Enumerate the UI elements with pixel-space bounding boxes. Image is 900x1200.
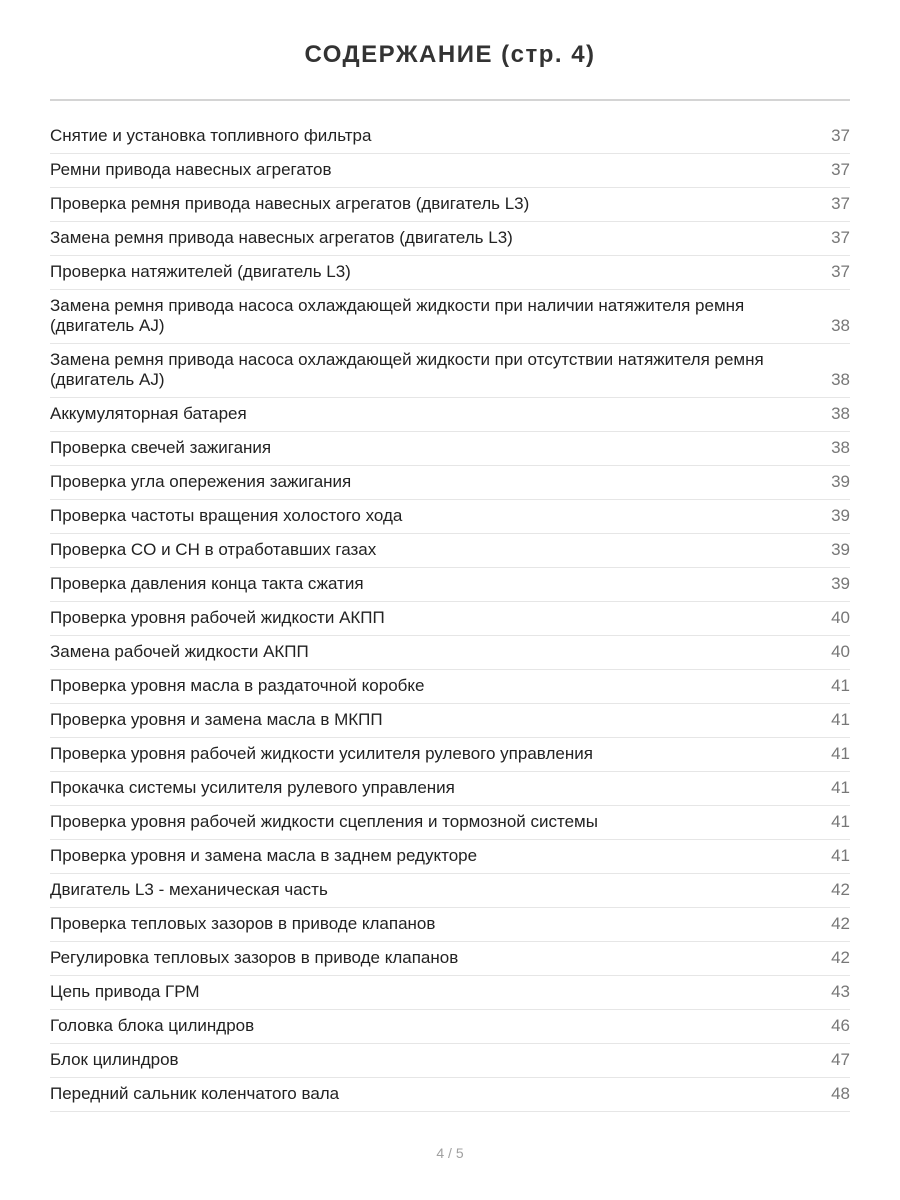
toc-entry[interactable] (50, 534, 850, 568)
toc-entry[interactable] (50, 256, 850, 290)
toc-entry[interactable] (50, 772, 850, 806)
toc-entry-page: 38 (831, 438, 850, 457)
toc-entry-label: Регулировка тепловых зазоров в приводе клапанов (50, 948, 459, 967)
toc-entry-label: Замена ремня привода насоса охлаждающей жидкости при отсутствии натяжителя ремня (двигатель AJ) (50, 350, 764, 389)
toc-entry[interactable] (50, 398, 850, 432)
toc-entry-page: 38 (831, 316, 850, 335)
toc-entry-label: Ремни привода навесных агрегатов (50, 160, 332, 179)
toc-entry-page: 39 (831, 472, 850, 491)
toc-entry-label: Прокачка системы усилителя рулевого управления (50, 778, 455, 797)
toc-entry-label: Проверка угла опережения зажигания (50, 472, 352, 491)
toc-entry-page: 42 (831, 880, 850, 899)
toc-entry-page: 46 (831, 1016, 850, 1035)
toc-entry-label: Проверка свечей зажигания (50, 438, 272, 457)
toc-entry-label: Проверка уровня рабочей жидкости сцепления и тормозной системы (50, 812, 598, 831)
toc-entry-label: Головка блока цилиндров (50, 1016, 255, 1035)
toc-entry-page: 41 (831, 778, 850, 797)
toc-entry-page: 37 (831, 126, 850, 145)
toc-entry[interactable] (50, 738, 850, 772)
toc-entry-label: Проверка CO и CH в отработавших газах (50, 540, 377, 559)
toc-entry[interactable] (50, 670, 850, 704)
toc-entry-label: Двигатель L3 - механическая часть (50, 880, 328, 899)
toc-entry[interactable] (50, 1044, 850, 1078)
toc-entry-label: Проверка уровня и замена масла в МКПП (50, 710, 383, 729)
toc-entry[interactable] (50, 874, 850, 908)
toc-entry-label: Проверка частоты вращения холостого хода (50, 506, 403, 525)
toc-entry-page: 42 (831, 948, 850, 967)
toc-entry-label: Проверка уровня и замена масла в заднем редукторе (50, 846, 478, 865)
toc-entry-label: Проверка уровня масла в раздаточной коробке (50, 676, 425, 695)
toc-entry-label: Аккумуляторная батарея (50, 404, 247, 423)
toc-entry-label: Проверка уровня рабочей жидкости АКПП (50, 608, 385, 627)
toc-entry[interactable] (50, 1078, 850, 1112)
toc-entry-label: Блок цилиндров (50, 1050, 179, 1069)
toc-entry-page: 41 (831, 710, 850, 729)
toc-entry-page: 39 (831, 540, 850, 559)
toc-entry[interactable] (50, 908, 850, 942)
toc-entry-label: Передний сальник коленчатого вала (50, 1084, 340, 1103)
toc-entry-label: Замена ремня привода навесных агрегатов (двигатель L3) (50, 228, 513, 247)
toc-entry[interactable] (50, 432, 850, 466)
toc-entry-label: Замена ремня привода насоса охлаждающей жидкости при наличии натяжителя ремня (двигатель AJ) (50, 296, 745, 335)
toc-entry-label: Проверка уровня рабочей жидкости усилителя рулевого управления (50, 744, 593, 763)
toc-entry-page: 40 (831, 642, 850, 661)
page-indicator: 4 / 5 (436, 1145, 464, 1161)
toc-entry[interactable] (50, 120, 850, 154)
table-of-contents (50, 120, 850, 1112)
toc-entry-page: 38 (831, 370, 850, 389)
toc-entry-page: 37 (831, 228, 850, 247)
toc-entry[interactable] (50, 568, 850, 602)
toc-entry-page: 41 (831, 812, 850, 831)
toc-entry-label: Проверка давления конца такта сжатия (50, 574, 364, 593)
toc-entry[interactable] (50, 806, 850, 840)
toc-entry-label: Проверка тепловых зазоров в приводе клапанов (50, 914, 436, 933)
title-divider (50, 99, 850, 101)
toc-entry-label: Цепь привода ГРМ (50, 982, 200, 1001)
toc-entry-page: 37 (831, 194, 850, 213)
toc-entry-label: Проверка натяжителей (двигатель L3) (50, 262, 351, 281)
toc-entry[interactable] (50, 602, 850, 636)
toc-entry-page: 43 (831, 982, 850, 1001)
toc-entry-page: 47 (831, 1050, 850, 1069)
toc-entry[interactable] (50, 704, 850, 738)
toc-entry-page: 37 (831, 160, 850, 179)
toc-entry[interactable] (50, 466, 850, 500)
toc-entry-page: 48 (831, 1084, 850, 1103)
toc-entry-label: Проверка ремня привода навесных агрегатов (двигатель L3) (50, 194, 530, 213)
toc-entry[interactable] (50, 154, 850, 188)
toc-entry[interactable] (50, 840, 850, 874)
toc-entry-page: 41 (831, 676, 850, 695)
toc-entry[interactable] (50, 344, 850, 398)
toc-entry[interactable] (50, 290, 850, 344)
toc-entry[interactable] (50, 942, 850, 976)
toc-entry-page: 41 (831, 744, 850, 763)
toc-entry-page: 38 (831, 404, 850, 423)
toc-entry[interactable] (50, 976, 850, 1010)
toc-entry-label: Замена рабочей жидкости АКПП (50, 642, 309, 661)
page-title: СОДЕРЖАНИЕ (стр. 4) (304, 41, 596, 68)
toc-entry[interactable] (50, 188, 850, 222)
toc-entry-page: 42 (831, 914, 850, 933)
toc-entry-page: 40 (831, 608, 850, 627)
toc-entry-page: 41 (831, 846, 850, 865)
toc-entry[interactable] (50, 636, 850, 670)
toc-entry[interactable] (50, 1010, 850, 1044)
toc-entry[interactable] (50, 500, 850, 534)
toc-entry[interactable] (50, 222, 850, 256)
toc-entry-page: 39 (831, 574, 850, 593)
toc-entry-page: 37 (831, 262, 850, 281)
toc-entry-label: Снятие и установка топливного фильтра (50, 126, 372, 145)
toc-entry-page: 39 (831, 506, 850, 525)
